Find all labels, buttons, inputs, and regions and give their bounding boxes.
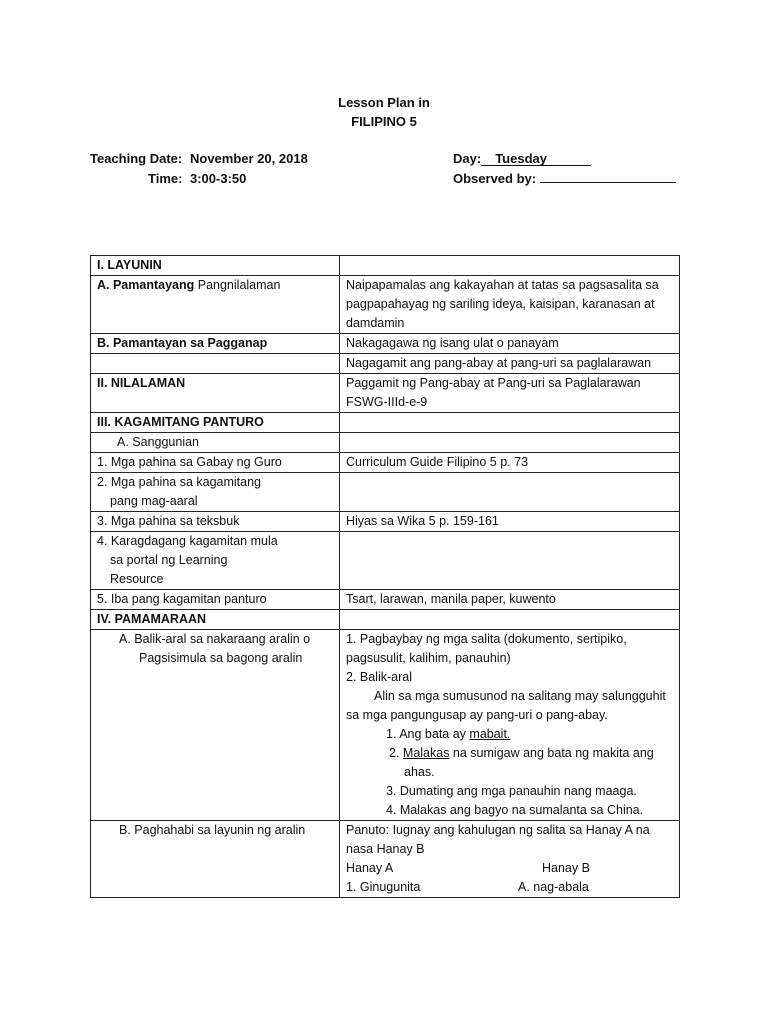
label-bold-part: A. Pamantayang — [97, 278, 195, 292]
time-label: Time: — [148, 171, 183, 186]
empty-cell — [340, 532, 680, 590]
layunin-value: Nagagamit ang pang-abay at pang-uri sa paglalarawan — [340, 354, 680, 374]
balik-aral-value — [340, 630, 680, 821]
sentence-item — [346, 725, 673, 744]
label-line: pang mag-aaral — [110, 494, 198, 508]
label-line: sa portal ng Learning — [110, 553, 228, 567]
hanay-row — [346, 878, 673, 897]
gabay-guro-label: 1. Mga pahina sa Gabay ng Guro — [91, 453, 340, 473]
pamantayang-pangnilalaman-label — [91, 276, 340, 334]
empty-cell — [91, 354, 340, 374]
panuto-text: Panuto: Iugnay ang kahulugan ng salita sa Hanay A na nasa Hanay B — [346, 823, 650, 856]
day-label: Day: — [453, 151, 482, 166]
observed-value — [540, 182, 676, 183]
teksbuk-value: Hiyas sa Wika 5 p. 159-161 — [340, 512, 680, 532]
hanay-b-label: Hanay B — [542, 861, 590, 875]
table-row — [91, 334, 680, 354]
table-row — [91, 256, 680, 276]
sentence-number: 2. — [389, 746, 403, 760]
sanggunian-label: A. Sanggunian — [91, 433, 340, 453]
pagbaybay-item: 1. Pagbaybay ng mga salita (dokumento, sertipiko, pagsusulit, kalihim, panauhin) — [346, 632, 627, 665]
section-kagamitan: III. KAGAMITANG PANTURO — [91, 413, 340, 433]
underlined-word: mabait. — [469, 727, 511, 741]
hanay-a-label: Hanay A — [346, 861, 394, 875]
empty-cell — [340, 473, 680, 512]
table-row — [91, 532, 680, 590]
day-value: Tuesday — [481, 153, 591, 166]
observed-label: Observed by: — [453, 171, 537, 186]
label-line: Pagsisimula sa bagong aralin — [139, 651, 303, 665]
nilalaman-topic: Paggamit ng Pang-abay at Pang-uri sa Paglalarawan — [346, 376, 641, 390]
table-row — [91, 354, 680, 374]
label-line: Resource — [110, 572, 164, 586]
table-row — [91, 374, 680, 413]
empty-cell — [340, 256, 680, 276]
label-line: 2. Mga pahina sa kagamitang — [97, 475, 261, 489]
karagdagang-kagamitan-label — [91, 532, 340, 590]
section-pamamaraan: IV. PAMAMARAAN — [91, 610, 340, 630]
table-row — [91, 512, 680, 532]
observed-field — [453, 171, 676, 186]
label-line: 4. Karagdagang kagamitan mula — [97, 534, 278, 548]
table-row — [91, 453, 680, 473]
paghahabi-label: B. Paghahabi sa layunin ng aralin — [91, 821, 340, 898]
nilalaman-code: FSWG-IIId-e-9 — [346, 395, 428, 409]
table-row — [91, 413, 680, 433]
empty-cell — [340, 433, 680, 453]
balik-aral-item: 2. Balik-aral — [346, 670, 412, 684]
day-field — [453, 151, 591, 166]
table-row — [91, 276, 680, 334]
document-title-line1: Lesson Plan in — [338, 95, 430, 110]
time-value: 3:00-3:50 — [190, 171, 247, 186]
sentence-item — [346, 744, 673, 782]
empty-cell — [340, 610, 680, 630]
document-title-line2: FILIPINO 5 — [351, 114, 417, 129]
iba-pang-kagamitan-label: 5. Iba pang kagamitan panturo — [91, 590, 340, 610]
pamantayan-sa-pagganap-label: B. Pamantayan sa Pagganap — [91, 334, 340, 354]
section-layunin: I. LAYUNIN — [91, 256, 340, 276]
hanay-header — [346, 859, 673, 878]
nilalaman-value — [340, 374, 680, 413]
balik-aral-label — [91, 630, 340, 821]
paghahabi-value — [340, 821, 680, 898]
sentence-item: 4. Malakas ang bagyo na sumalanta sa China. — [386, 803, 644, 817]
iba-pang-kagamitan-value: Tsart, larawan, manila paper, kuwento — [340, 590, 680, 610]
gabay-guro-value: Curriculum Guide Filipino 5 p. 73 — [340, 453, 680, 473]
section-nilalaman: II. NILALAMAN — [91, 374, 340, 413]
label-line: A. Balik-aral sa nakaraang aralin o — [119, 632, 311, 646]
sentence-text: na sumigaw ang bata ng makita ang ahas. — [404, 746, 654, 779]
teaching-date-label: Teaching Date: — [90, 151, 183, 166]
pamantayang-pangnilalaman-value: Naipapamalas ang kakayahan at tatas sa pagsasalita sa pagpapahayag ng sariling ideya, kaisipan, karanasan at damdamin — [340, 276, 680, 334]
table-row — [91, 630, 680, 821]
hanay-b-item: A. nag-abala — [518, 880, 589, 894]
label-rest-part: Pangnilalaman — [194, 278, 281, 292]
hanay-a-item: 1. Ginugunita — [346, 880, 421, 894]
balik-aral-instruction: Alin sa mga sumusunod na salitang may salungguhit sa mga pangungusap ay pang-uri o pang-abay. — [346, 689, 666, 722]
table-row — [91, 821, 680, 898]
table-row — [91, 590, 680, 610]
underlined-word: Malakas — [402, 746, 450, 760]
kagamitang-mag-aaral-label — [91, 473, 340, 512]
empty-cell — [340, 413, 680, 433]
table-row — [91, 610, 680, 630]
sentence-text: 1. Ang bata ay — [386, 727, 470, 741]
pamantayan-sa-pagganap-value: Nakagagawa ng isang ulat o panayam — [340, 334, 680, 354]
table-row — [91, 473, 680, 512]
teksbuk-label: 3. Mga pahina sa teksbuk — [91, 512, 340, 532]
sentence-item: 3. Dumating ang mga panauhin nang maaga. — [386, 784, 637, 798]
teaching-date-value: November 20, 2018 — [190, 151, 308, 166]
lesson-plan-table — [90, 255, 680, 898]
table-row — [91, 433, 680, 453]
